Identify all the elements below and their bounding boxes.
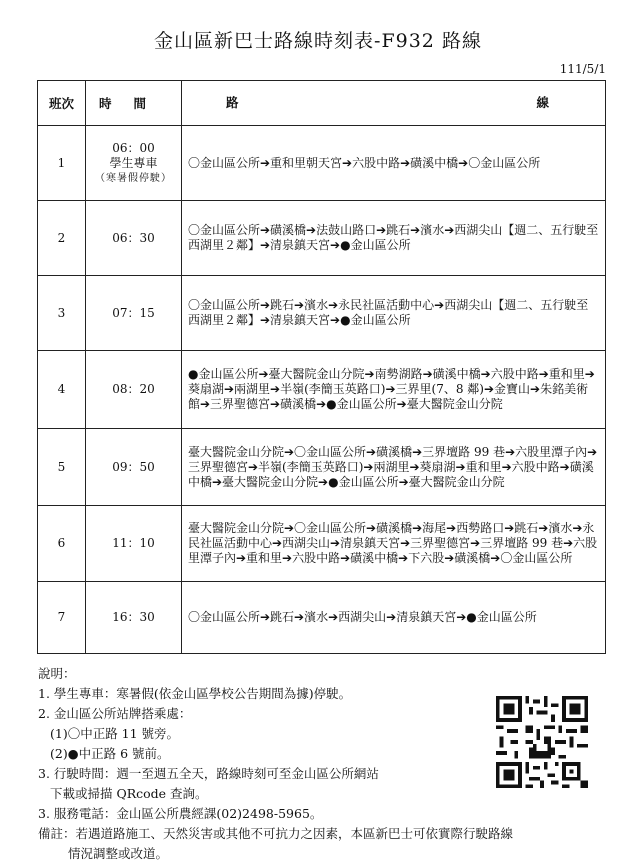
table-row [38, 506, 606, 582]
header-time: 時間 [86, 81, 182, 126]
row-no: 6 [38, 506, 86, 582]
row-route: 〇金山區公所➔跳石➔濱水➔永民社區活動中心➔西湖尖山【週二、五行駛至西湖里２鄰】➔清泉鎮天宮➔●金山區公所 [182, 276, 606, 351]
row-time: 06：00 學生專車 （寒暑假停駛） [86, 126, 182, 201]
row-time: 09：50 [86, 429, 182, 506]
row-no: 3 [38, 276, 86, 351]
row-time: 16：30 [86, 582, 182, 654]
row-route: 臺大醫院金山分院➔〇金山區公所➔磺溪橋➔三界壇路 99 巷➔六股里潭子內➔三界聖德宮➔半嶺(李簡玉英路口)➔兩湖里➔葵扇湖➔重和里➔六股中路➔磺溪中橋➔臺大醫院金山分院➔●金山區公所➔臺大醫院金山分院 [182, 429, 606, 506]
note-1: 1. 學生專車：寒暑假(依金山區學校公告期間為據)停駛。 [38, 686, 352, 701]
table-row [38, 351, 606, 429]
table-row [38, 582, 606, 654]
row-time: 06：30 [86, 201, 182, 276]
header-route-a: 路 [226, 95, 239, 110]
qr-code-icon[interactable] [496, 696, 588, 788]
timetable [37, 80, 606, 654]
table-row [38, 429, 606, 506]
row-route: ●金山區公所➔臺大醫院金山分院➔南勢湖路➔磺溪中橋➔六股中路➔重和里➔葵扇湖➔兩湖里➔半嶺(李簡玉英路口)➔三界里(7、8 鄰)➔金寶山➔朱銘美術館➔三界聖德宮➔磺溪橋➔●金山區公所➔臺大醫院金山分院 [182, 351, 606, 429]
row-no: 1 [38, 126, 86, 201]
row-route: 臺大醫院金山分院➔〇金山區公所➔磺溪橋➔海尾➔西勢路口➔跳石➔濱水➔永民社區活動中心➔西湖尖山➔清泉鎮天宮➔三界聖德宮➔三界壇路 99 巷➔六股里潭子內➔重和里➔六股中路➔磺溪中橋➔下六股➔磺溪橋➔〇金山區公所 [182, 506, 606, 582]
row-route: 〇金山區公所➔磺溪橋➔法鼓山路口➔跳石➔濱水➔西湖尖山【週二、五行駛至西湖里２鄰】➔清泉鎮天宮➔●金山區公所 [182, 201, 606, 276]
note-2: 2. 金山區公所站牌搭乘處： [38, 706, 192, 721]
table-row [38, 276, 606, 351]
table-header-row [38, 81, 606, 126]
row-time: 08：20 [86, 351, 182, 429]
header-route-b: 線 [536, 95, 549, 110]
row-time: 11：10 [86, 506, 182, 582]
notes-heading: 說明： [38, 666, 76, 681]
note-5b: 情況調整或改道。 [68, 846, 169, 861]
row-time-sub: （寒暑假停駛） [95, 172, 172, 184]
row-time-note: 學生專車 [109, 155, 158, 170]
header-route [182, 81, 606, 126]
row-time: 07：15 [86, 276, 182, 351]
row-route: 〇金山區公所➔跳石➔濱水➔西湖尖山➔清泉鎮天宮➔●金山區公所 [182, 582, 606, 654]
note-5: 備註：若遇道路施工、天然災害或其他不可抗力之因素，本區新巴士可依實際行駛路線 [38, 826, 514, 841]
note-3b: 下載或掃描 QRcode 查詢。 [50, 786, 208, 801]
page-title: 金山區新巴士路線時刻表-F932 路線 [154, 30, 482, 52]
row-no: 2 [38, 201, 86, 276]
note-2a: (1)〇中正路 11 號旁。 [50, 726, 180, 741]
note-2b: (2)●中正路 6 號前。 [50, 746, 170, 761]
header-no: 班次 [38, 81, 86, 126]
issue-date: 111/5/1 [559, 62, 606, 76]
note-3: 3. 行駛時間：週一至週五全天，路線時刻可至金山區公所網站 [38, 766, 379, 781]
row-route: 〇金山區公所➔重和里朝天宮➔六股中路➔磺溪中橋➔〇金山區公所 [182, 126, 606, 201]
row-no: 7 [38, 582, 86, 654]
row-no: 4 [38, 351, 86, 429]
table-row [38, 201, 606, 276]
note-4: 3. 服務電話：金山區公所農經課(02)2498-5965。 [38, 806, 323, 821]
row-no: 5 [38, 429, 86, 506]
table-row [38, 126, 606, 201]
